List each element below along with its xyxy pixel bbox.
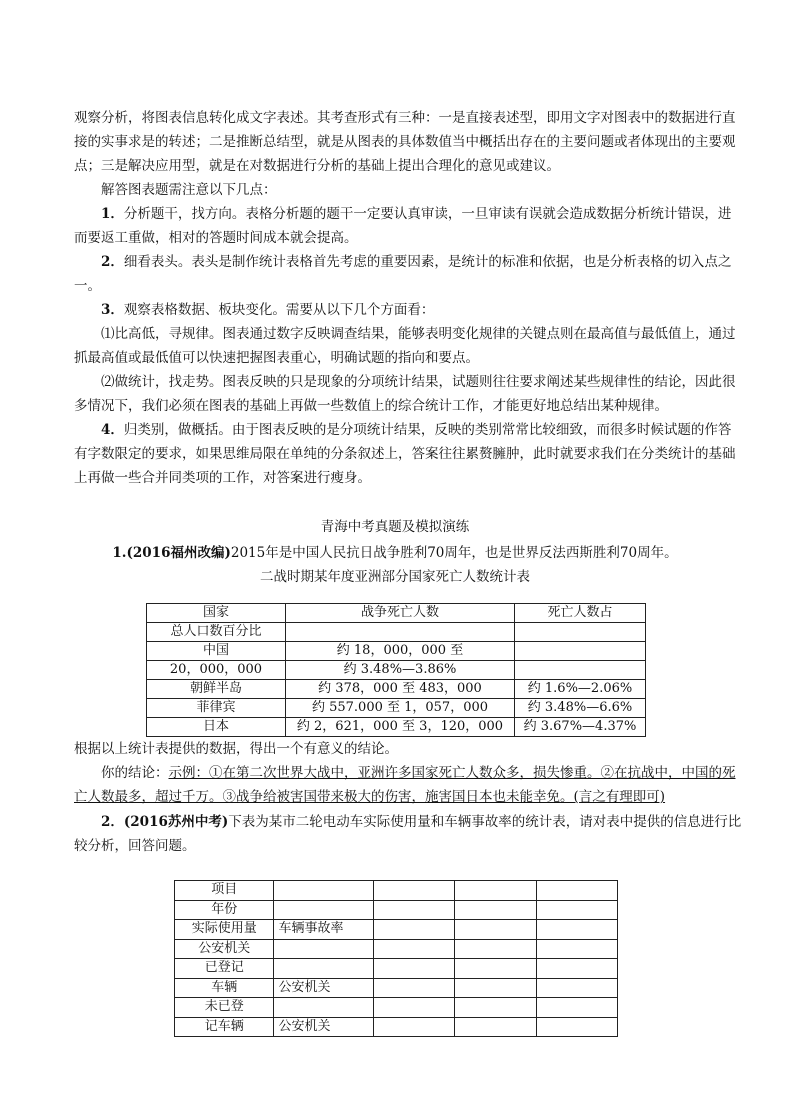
q1-prompt: 根据以上统计表提供的数据，得出一个有意义的结论。 xyxy=(74,741,398,757)
point-4 xyxy=(74,418,742,490)
table-row xyxy=(147,718,646,737)
section-title: 青海中考真题及模拟演练 xyxy=(320,519,470,535)
table-cell: 公安机关 xyxy=(274,1017,373,1037)
table-cell xyxy=(373,900,454,920)
point-4-text: 归类别，做概括。由于图表反映的是分项统计结果，反映的类别常常比较细致，而很多时候试题的作答有字数限定的要求，如果思维局限在单纯的分条叙述上，答案往往累赘臃肿，此时就要求我们在分类统计的基础上再做一些合并同类项的工作，对答案进行瘦身。 xyxy=(74,422,736,486)
table-cell: 战争死亡人数 xyxy=(286,604,515,623)
intro-text-2: 解答图表题需注意以下几点： xyxy=(101,182,277,198)
table-cell: 项目 xyxy=(175,881,274,901)
point-3-sub-1-text: ⑴比高低，寻规律。图表通过数字反映调查结果，能够表明变化规律的关键点则在最高值与最低值上，通过抓最高值或最低值可以快速把握图表重心，明确试题的指向和要点。 xyxy=(74,326,736,366)
table-row xyxy=(175,939,618,959)
table-cell xyxy=(536,881,617,901)
point-3-sub-2 xyxy=(74,370,742,418)
q1-number: 1. xyxy=(112,545,127,561)
point-3-number: 3． xyxy=(101,302,124,318)
table-cell: 约 2，621，000 至 3，120，000 xyxy=(286,718,515,737)
table-cell: 约 3.67%—4.37% xyxy=(515,718,646,737)
table-cell xyxy=(373,998,454,1018)
table-cell: 死亡人数占 xyxy=(515,604,646,623)
table-row xyxy=(147,699,646,718)
q2-number: 2． xyxy=(101,814,124,830)
table-cell xyxy=(536,959,617,979)
q1-table-title: 二战时期某年度亚洲部分国家死亡人数统计表 xyxy=(260,569,530,585)
table-cell: 日本 xyxy=(147,718,286,737)
table-cell: 约 3.48%—3.86% xyxy=(286,661,515,680)
table-cell xyxy=(455,978,536,998)
point-3-text: 观察表格数据、板块变化。需要从以下几个方面看： xyxy=(123,302,435,318)
table-row xyxy=(175,998,618,1018)
q1-stem-text: 2015年是中国人民抗日战争胜利70周年，也是世界反法西斯胜利70周年。 xyxy=(230,545,678,561)
table-row xyxy=(147,680,646,699)
point-4-number: 4． xyxy=(101,422,124,438)
table-cell xyxy=(515,642,646,661)
table-cell xyxy=(373,959,454,979)
q1-answer-text: 示例：①在第二次世界大战中，亚洲许多国家死亡人数众多，损失惨重。②在抗战中，中国的死亡人数最多，超过千万。③战争给被害国带来极大的伤害，施害国日本也未能幸免。(言之有理即可) xyxy=(74,765,736,805)
table-row xyxy=(175,920,618,940)
table-cell xyxy=(274,959,373,979)
table-row xyxy=(175,900,618,920)
table-row xyxy=(147,642,646,661)
table-row xyxy=(175,1017,618,1037)
point-1-text: 分析题干，找方向。表格分析题的题干一定要认真审读，一旦审读有误就会造成数据分析统计错误，进而要返工重做，相对的答题时间成本就会提高。 xyxy=(74,206,732,246)
table-cell xyxy=(373,881,454,901)
table-cell: 记车辆 xyxy=(175,1017,274,1037)
table-cell xyxy=(536,998,617,1018)
table-cell: 已登记 xyxy=(175,959,274,979)
table-cell: 年份 xyxy=(175,900,274,920)
table-cell xyxy=(274,998,373,1018)
q1-death-statistics-table xyxy=(146,603,646,737)
table-cell xyxy=(536,1017,617,1037)
table-cell xyxy=(274,900,373,920)
table-cell xyxy=(536,978,617,998)
point-3-sub-2-text: ⑵做统计，找走势。图表反映的只是现象的分项统计结果，试题则往往要求阐述某些规律性的结论，因此很多情况下，我们必须在图表的基础上再做一些数值上的综合统计工作，才能更好地总结出某种规律。 xyxy=(74,374,736,414)
table-cell xyxy=(455,939,536,959)
table-cell xyxy=(274,881,373,901)
table-cell: 约 378，000 至 483，000 xyxy=(286,680,515,699)
table-cell xyxy=(274,939,373,959)
table-cell xyxy=(515,623,646,642)
table-cell: 约 18，000，000 至 xyxy=(286,642,515,661)
table-cell xyxy=(455,920,536,940)
q1-answer-label: 你的结论： xyxy=(101,765,169,781)
table-cell: 实际使用量 xyxy=(175,920,274,940)
table-row xyxy=(175,959,618,979)
table-row xyxy=(175,978,618,998)
table-cell xyxy=(455,998,536,1018)
table-row xyxy=(147,604,646,623)
table-cell xyxy=(455,900,536,920)
intro-paragraph-1 xyxy=(74,106,742,178)
q1-answer xyxy=(74,761,742,809)
table-cell: 未已登 xyxy=(175,998,274,1018)
table-cell xyxy=(455,1017,536,1037)
point-3 xyxy=(74,298,742,322)
table-cell xyxy=(536,920,617,940)
table-cell: 约 3.48%—6.6% xyxy=(515,699,646,718)
point-3-sub-1 xyxy=(74,322,742,370)
table-cell: 菲律宾 xyxy=(147,699,286,718)
point-1 xyxy=(74,202,742,250)
table-cell xyxy=(373,1017,454,1037)
q1-source: (2016福州改编) xyxy=(126,545,231,561)
table-cell: 总人口数百分比 xyxy=(147,623,286,642)
point-1-number: 1． xyxy=(101,206,124,222)
intro-text-1: 观察分析，将图表信息转化成文字表述。其考查形式有三种：一是直接表述型，即用文字对图表中的数据进行直接的实事求是的转述；二是推断总结型，就是从图表的具体数值当中概括出存在的主要问题或者体现出的主要观点；三是解决应用型，就是在对数据进行分析的基础上提出合理化的意见或建议。 xyxy=(74,110,736,174)
q2-source: (2016苏州中考) xyxy=(123,814,229,830)
q2-stem xyxy=(74,810,742,858)
table-cell: 中国 xyxy=(147,642,286,661)
table-cell: 车辆事故率 xyxy=(274,920,373,940)
table-cell xyxy=(536,900,617,920)
table-cell xyxy=(455,959,536,979)
table-cell xyxy=(373,920,454,940)
table-cell xyxy=(515,661,646,680)
table-cell: 国家 xyxy=(147,604,286,623)
table-row xyxy=(147,661,646,680)
q2-stem-text: 下表为某市二轮电动车实际使用量和车辆事故率的统计表，请对表中提供的信息进行比较分析，回答问题。 xyxy=(74,814,742,854)
point-2-text: 细看表头。表头是制作统计表格首先考虑的重要因素，是统计的标准和依据，也是分析表格的切入点之一。 xyxy=(74,254,732,294)
table-cell xyxy=(455,881,536,901)
table-cell xyxy=(536,939,617,959)
table-cell: 车辆 xyxy=(175,978,274,998)
table-cell: 公安机关 xyxy=(175,939,274,959)
point-2 xyxy=(74,250,742,298)
table-cell xyxy=(373,978,454,998)
table-cell: 公安机关 xyxy=(274,978,373,998)
intro-paragraph-2 xyxy=(74,178,742,202)
table-cell xyxy=(373,939,454,959)
table-cell: 约 1.6%—2.06% xyxy=(515,680,646,699)
q2-ebike-statistics-table xyxy=(174,880,618,1037)
table-cell: 朝鲜半岛 xyxy=(147,680,286,699)
table-row xyxy=(147,623,646,642)
table-cell: 20，000，000 xyxy=(147,661,286,680)
q1-stem xyxy=(0,542,790,564)
table-cell: 约 557.000 至 1，057，000 xyxy=(286,699,515,718)
point-2-number: 2． xyxy=(101,254,124,270)
table-cell xyxy=(286,623,515,642)
table-row xyxy=(175,881,618,901)
